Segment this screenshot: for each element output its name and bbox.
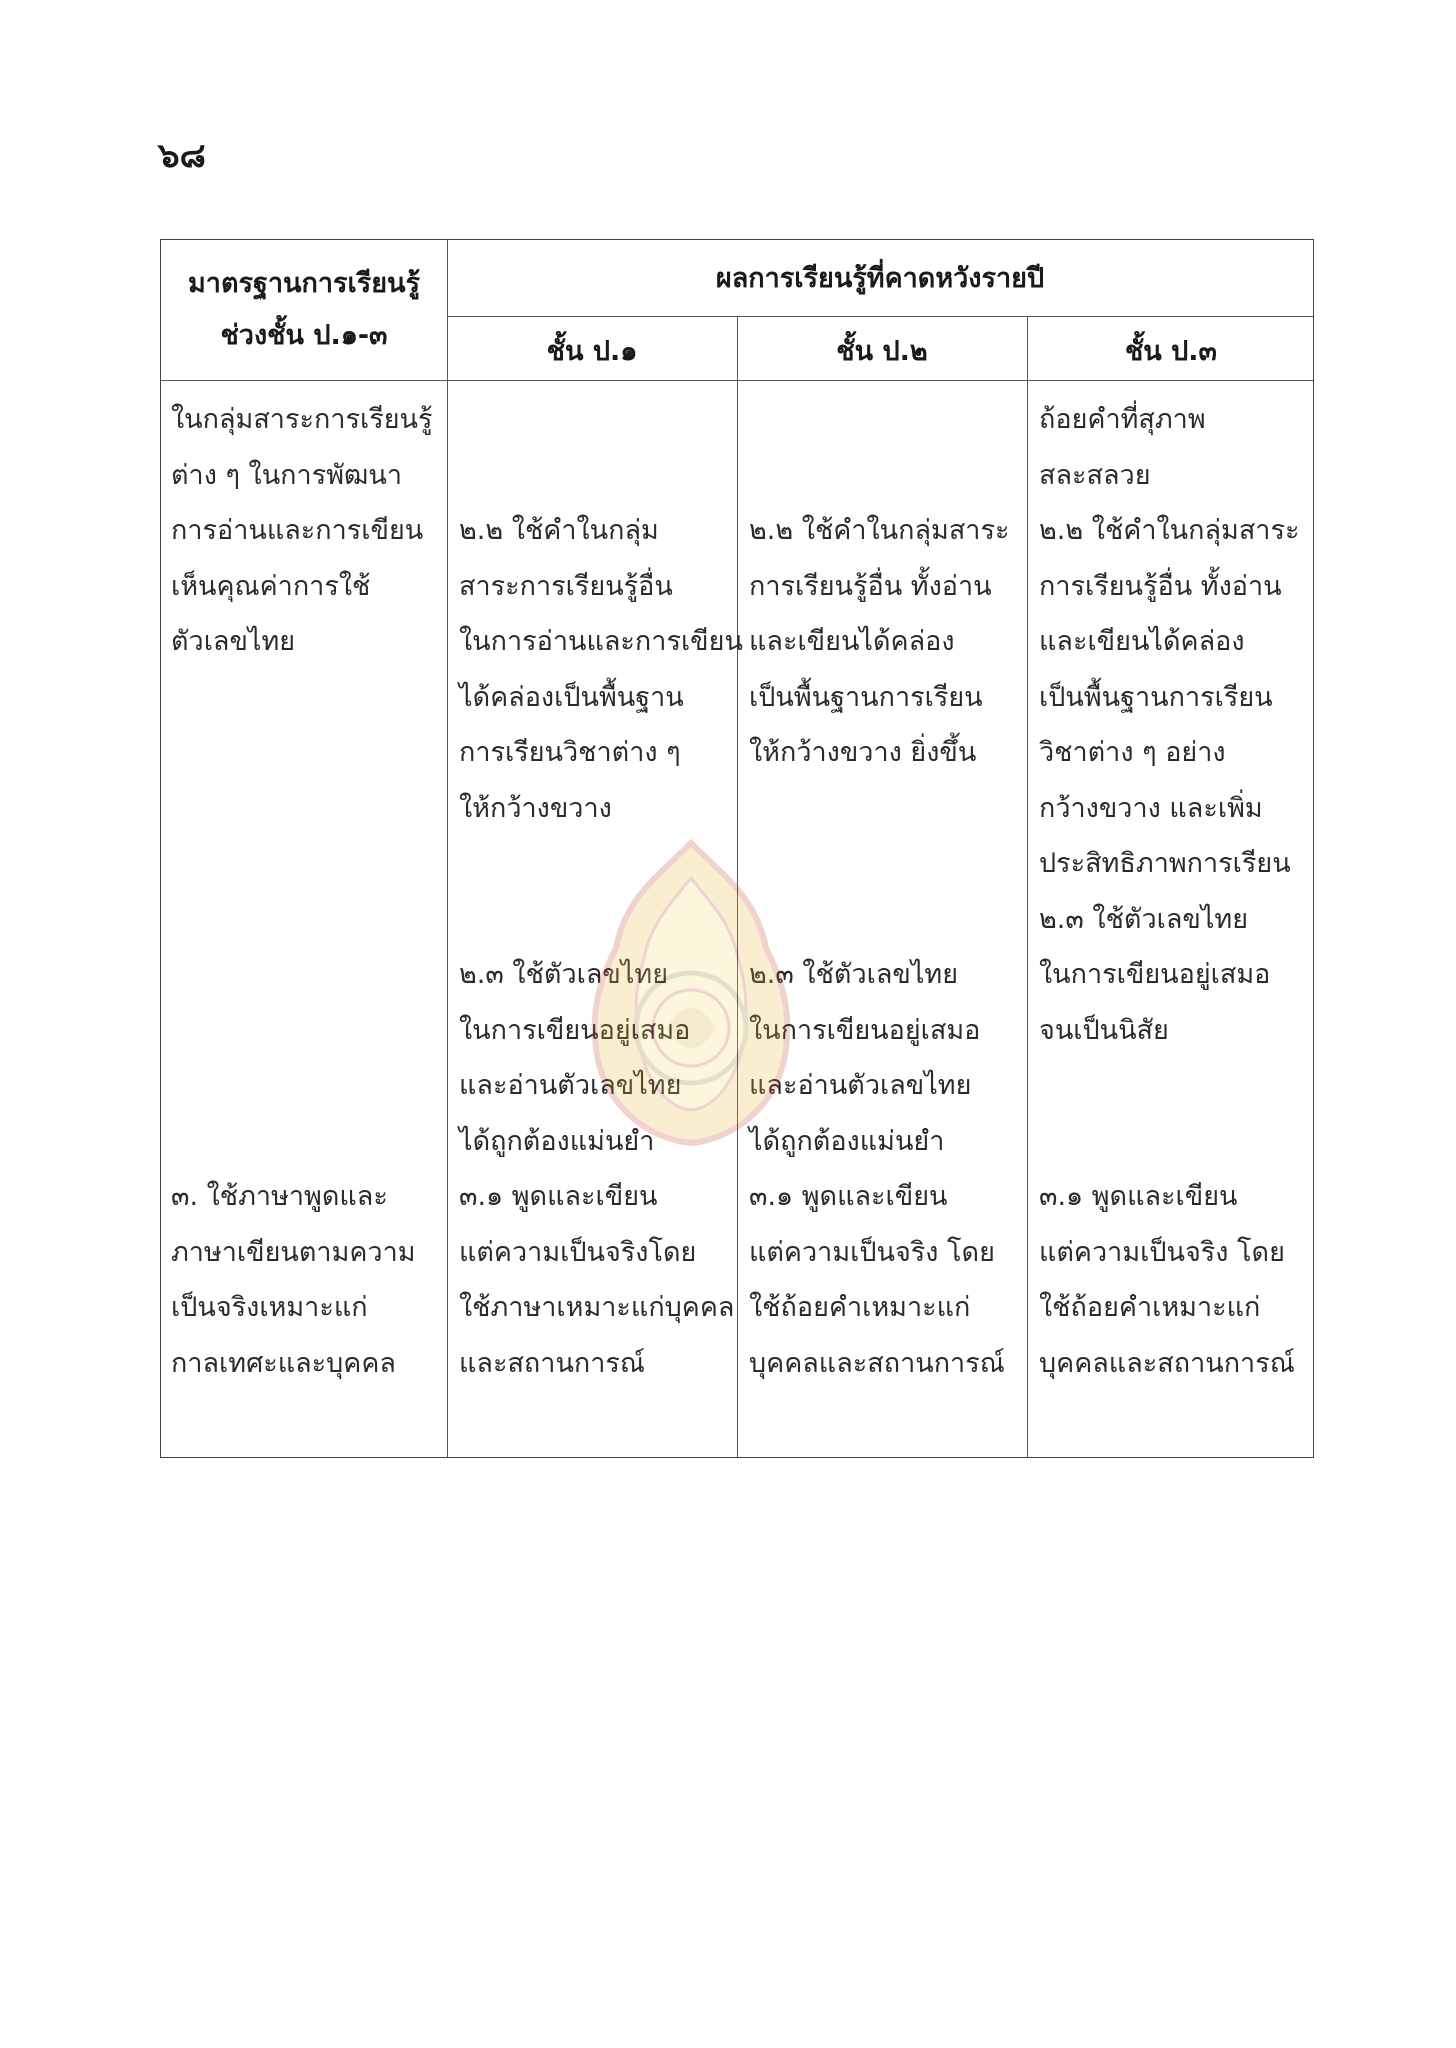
p3-line: วิชาต่าง ๆ อย่าง bbox=[1039, 737, 1226, 768]
standard-line bbox=[171, 836, 433, 892]
page-number: ๖๘ bbox=[158, 136, 206, 176]
standard-line: ในกลุ่มสาระการเรียนรู้ bbox=[171, 404, 433, 435]
p3-line: ถ้อยคำที่สุภาพ bbox=[1039, 404, 1206, 435]
p1-line: ได้คล่องเป็นพื้นฐาน bbox=[459, 681, 684, 713]
standard-header-line: ช่วงชั้น ป.๑-๓ bbox=[220, 320, 388, 351]
p2-line: เป็นพื้นฐานการเรียน bbox=[749, 681, 983, 713]
p3-line: ในการเขียนอยู่เสมอ bbox=[1039, 959, 1271, 990]
p3-column-text bbox=[1039, 392, 1299, 1391]
p1-line bbox=[459, 448, 743, 504]
p3-line: ๒.๒ ใช้คำในกลุ่มสาระ bbox=[1039, 515, 1300, 546]
p1-line: และอ่านตัวเลขไทย bbox=[459, 1070, 682, 1101]
grade-header-p3: ชั้น ป.๓ bbox=[1124, 336, 1218, 367]
standard-line bbox=[171, 725, 433, 781]
p1-line: ในการอ่านและการเขียน bbox=[459, 626, 743, 657]
p3-line: จนเป็นนิสัย bbox=[1039, 1014, 1169, 1046]
standard-line: ภาษาเขียนตามความ bbox=[171, 1236, 416, 1268]
grade-header-p2: ชั้น ป.๒ bbox=[836, 336, 928, 367]
standard-line: การอ่านและการเขียน bbox=[171, 515, 424, 546]
p1-line: ได้ถูกต้องแม่นยำ bbox=[459, 1125, 655, 1157]
p2-line bbox=[749, 781, 1009, 837]
standard-line bbox=[171, 1058, 433, 1114]
p2-line: ใช้ถ้อยคำเหมาะแก่ bbox=[749, 1292, 971, 1323]
p2-line: บุคคลและสถานการณ์ bbox=[749, 1347, 1005, 1379]
p1-line: ๓.๑ พูดและเขียน bbox=[459, 1181, 658, 1212]
standard-line: ต่าง ๆ ในการพัฒนา bbox=[171, 459, 403, 491]
p2-line: ในการเขียนอยู่เสมอ bbox=[749, 1014, 981, 1046]
header-bottom-border bbox=[161, 380, 1313, 381]
standard-column-text bbox=[171, 392, 433, 1391]
p2-line: ๒.๓ ใช้ตัวเลขไทย bbox=[749, 959, 959, 990]
standard-line: ๓. ใช้ภาษาพูดและ bbox=[171, 1181, 388, 1212]
p1-line: ๒.๓ ใช้ตัวเลขไทย bbox=[459, 959, 669, 990]
standard-line: เป็นจริงเหมาะแก่ bbox=[171, 1292, 368, 1323]
p3-line: ใช้ถ้อยคำเหมาะแก่ bbox=[1039, 1292, 1261, 1323]
p1-line bbox=[459, 392, 743, 448]
column-divider bbox=[447, 240, 448, 1457]
p3-line: การเรียนรู้อื่น ทั้งอ่าน bbox=[1039, 570, 1282, 602]
standard-line bbox=[171, 892, 433, 948]
column-divider bbox=[1027, 316, 1028, 1457]
p1-line: และสถานการณ์ bbox=[459, 1347, 645, 1379]
p3-line bbox=[1039, 1058, 1299, 1114]
standard-line bbox=[171, 1003, 433, 1059]
p1-line: แต่ความเป็นจริงโดย bbox=[459, 1236, 697, 1268]
p2-line: และอ่านตัวเลขไทย bbox=[749, 1070, 972, 1101]
standard-column-header bbox=[161, 258, 447, 362]
p1-line: ใช้ภาษาเหมาะแก่บุคคล bbox=[459, 1292, 735, 1323]
p3-line: บุคคลและสถานการณ์ bbox=[1039, 1347, 1295, 1379]
p3-line: สละสลวย bbox=[1039, 459, 1151, 491]
p3-line: ๓.๑ พูดและเขียน bbox=[1039, 1181, 1238, 1212]
p3-line: กว้างขวาง และเพิ่ม bbox=[1039, 792, 1263, 824]
standard-header-line: มาตรฐานการเรียนรู้ bbox=[187, 268, 421, 299]
p2-line: การเรียนรู้อื่น ทั้งอ่าน bbox=[749, 570, 992, 602]
standard-line bbox=[171, 670, 433, 726]
p2-line: ให้กว้างขวาง ยิ่งขึ้น bbox=[749, 737, 977, 768]
p1-line: การเรียนวิชาต่าง ๆ bbox=[459, 737, 681, 768]
p2-line: ๒.๒ ใช้คำในกลุ่มสาระ bbox=[749, 515, 1010, 546]
standard-line bbox=[171, 947, 433, 1003]
standard-line: เห็นคุณค่าการใช้ bbox=[171, 570, 371, 602]
p3-line: ประสิทธิภาพการเรียน bbox=[1039, 848, 1291, 879]
p3-line bbox=[1039, 1114, 1299, 1170]
p2-line: แต่ความเป็นจริง โดย bbox=[749, 1236, 995, 1268]
header-divider bbox=[447, 316, 1313, 317]
p3-line: เป็นพื้นฐานการเรียน bbox=[1039, 681, 1273, 713]
p3-line: ๒.๓ ใช้ตัวเลขไทย bbox=[1039, 903, 1249, 935]
p2-line bbox=[749, 392, 1009, 448]
outcomes-header: ผลการเรียนรู้ที่คาดหวังรายปี bbox=[715, 263, 1045, 294]
p3-line: แต่ความเป็นจริง โดย bbox=[1039, 1236, 1285, 1268]
p3-line: และเขียนได้คล่อง bbox=[1039, 626, 1245, 657]
standard-line bbox=[171, 1114, 433, 1170]
p1-line: ๒.๒ ใช้คำในกลุ่ม bbox=[459, 515, 659, 546]
p2-line: ๓.๑ พูดและเขียน bbox=[749, 1181, 948, 1212]
p2-line: และเขียนได้คล่อง bbox=[749, 626, 955, 657]
standard-line bbox=[171, 781, 433, 837]
p1-line: ให้กว้างขวาง bbox=[459, 792, 612, 824]
p1-line: ในการเขียนอยู่เสมอ bbox=[459, 1014, 691, 1046]
p1-line: สาระการเรียนรู้อื่น bbox=[459, 570, 673, 602]
standard-line: กาลเทศะและบุคคล bbox=[171, 1347, 396, 1379]
grade-header-p1: ชั้น ป.๑ bbox=[546, 336, 638, 367]
standard-line: ตัวเลขไทย bbox=[171, 626, 296, 657]
seal-watermark-icon bbox=[586, 838, 796, 1148]
p2-line bbox=[749, 448, 1009, 504]
p2-line: ได้ถูกต้องแม่นยำ bbox=[749, 1125, 945, 1157]
